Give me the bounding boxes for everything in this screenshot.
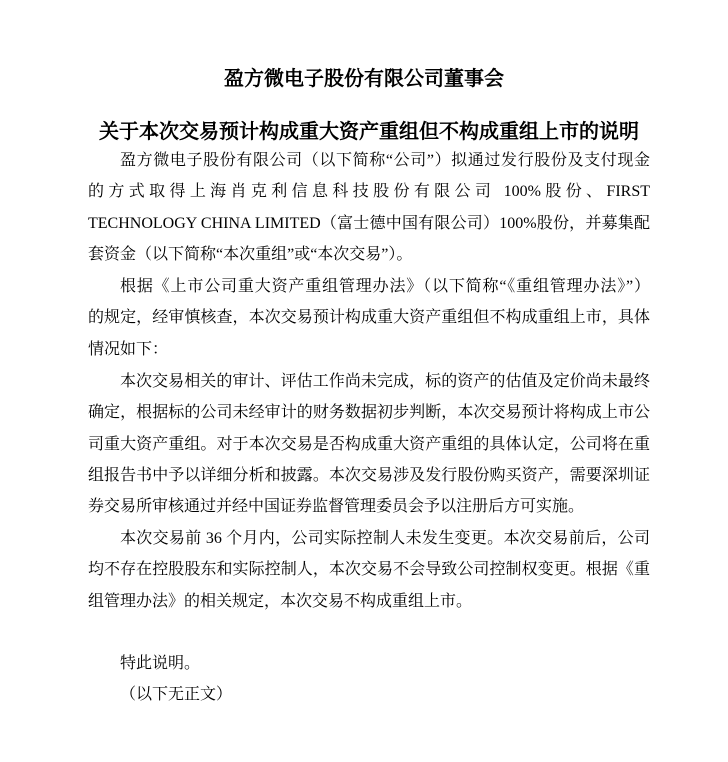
- paragraph-1: [88, 145, 650, 270]
- paragraph-line: 本次交易前 36 个月内，公司实际控制人未发生变更。本次交易前后，公司: [120, 530, 650, 547]
- paragraph-line: 情况如下：: [88, 340, 169, 358]
- document-subtitle: 关于本次交易预计构成重大资产重组但不构成重组上市的说明: [99, 121, 639, 143]
- paragraph-line: 组管理办法》的相关规定，本次交易不构成重组上市。: [88, 592, 473, 610]
- document-title: 盈方微电子股份有限公司董事会: [224, 68, 504, 90]
- paragraph-line: 确定，根据标的公司未经审计的财务数据初步判断，本次交易预计将构成上市公: [88, 404, 650, 422]
- closing-text: 特此说明。: [120, 655, 201, 672]
- paragraph-line: TECHNOLOGY CHINA LIMITED（富士德中国有限公司）100%股份，并募集配: [88, 214, 650, 232]
- paragraph-line: 的规定，经审慎核查，本次交易预计构成重大资产重组但不构成重组上市，具体: [88, 309, 650, 327]
- paragraph-line: 券交易所审核通过并经中国证券监督管理委员会予以注册后方可实施。: [88, 498, 585, 516]
- paragraph-line: 均不存在控股股东和实际控制人，本次交易不会导致公司控制权变更。根据《重: [88, 561, 650, 579]
- paragraph-3: [88, 366, 650, 522]
- paragraph-line: 的方式取得上海肖克利信息科技股份有限公司 100%股份、FIRST: [88, 183, 650, 201]
- paragraph-line: 套资金（以下简称“本次重组”或“本次交易”）。: [88, 245, 413, 263]
- end-note: （以下无正文）: [120, 686, 233, 703]
- paragraph-line: 组报告书中予以详细分析和披露。本次交易涉及发行股份购买资产，需要深圳证: [88, 466, 650, 484]
- paragraph-line: 本次交易相关的审计、评估工作尚未完成，标的资产的估值及定价尚未最终: [120, 373, 650, 390]
- paragraph-line: 司重大资产重组。对于本次交易是否构成重大资产重组的具体认定，公司将在重: [88, 435, 650, 453]
- paragraph-2: [88, 271, 650, 365]
- paragraph-4: [88, 523, 650, 617]
- paragraph-line: 盈方微电子股份有限公司（以下简称“公司”）拟通过发行股份及支付现金: [120, 152, 650, 169]
- paragraph-line: 根据《上市公司重大资产重组管理办法》（以下简称“《重组管理办法》”）: [120, 278, 650, 295]
